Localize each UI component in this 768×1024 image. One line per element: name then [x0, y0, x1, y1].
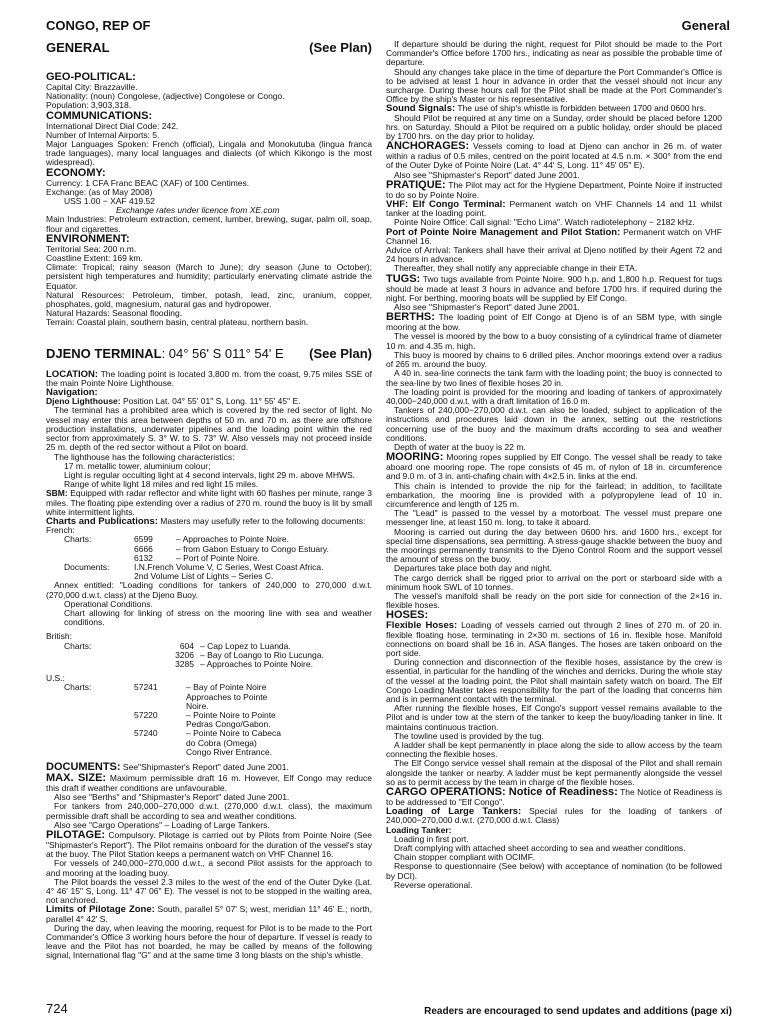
para: The vessel's manifold shall be ready on the port side for connection of the 2×16 in. flexible hoses.	[386, 590, 722, 611]
chart-row	[46, 729, 372, 757]
comm-heading: COMMUNICATIONS:	[46, 109, 153, 122]
british-label: British:	[46, 631, 72, 642]
para: Mooring is carried out during the day between 0600 hrs. and 1600 hrs., except for special time dispensations, sea permitting. A stress-gauge shackle between the buoy and the moorings permanently transmits to the Djeno Control Room and the support vessel the amount of stress on the buoy.	[386, 526, 722, 565]
chart-number: 57241	[134, 682, 158, 693]
chart-number: 6132	[134, 552, 153, 563]
us-label: U.S.:	[46, 673, 65, 684]
comm-line: Number of Internal Airports: 5.	[46, 129, 160, 140]
para: Tankers of 240,000−270,000 d.w.t. can also be loaded, subject to application of the instructions and procedures laid down in the annex, setting out the restrictions concerning use of the buoy and the maximum drafts according to sea and weather conditions.	[386, 405, 722, 443]
location-label: LOCATION:	[46, 368, 99, 380]
charts-key: Charts:	[64, 640, 92, 651]
chart-title: – Bay of Loango to Rio Lucunga.	[200, 649, 324, 660]
chart-number: 6599	[134, 534, 153, 545]
para: Chain stopper compliant with OCIMF.	[394, 852, 535, 863]
para: Reverse operational.	[394, 879, 473, 890]
nav-para: The terminal has a prohibited area which is covered by the red sector of light. No vessel may enter this area between depths of 50 m. and 70 m. as there are offshore production installations, underwater pipelines and the loading point within the red sector from approximately S. 3° W. to S. 73° W. Also vessels may not proceed inside 25 m. depth of the red sector without a Pilot on board.	[46, 405, 372, 453]
sound-label: Sound Signals:	[386, 103, 456, 115]
para: The vessel is moored by the bow to a buoy consisting of a cylindrical frame of diameter 10 m. and 4.35 m. high.	[386, 331, 722, 351]
env-line: Coastline Extent: 169 km.	[46, 253, 143, 264]
para: The "Lead" is passed to the vessel by a motorboat. The vessel must prepare one messenger line, at least 150 m. long, to take it aboard.	[386, 508, 722, 528]
para: Response to questionnaire (See below) with acceptance of nomination (to be followed by DCI).	[386, 861, 722, 881]
geo-heading: GEO-POLITICAL:	[46, 71, 136, 83]
limits-para: During the day, when leaving the mooring, request for Pilot is to be made to the Port Commander's Office 3 working hours before the hour of departure. If vessel is ready to leave and the Pilot has not boarded, he may be called by means of the following signal, International flag "G" and at the same time 3 long blasts on the ship's whistle.	[46, 922, 372, 961]
nav-para: The lighthouse has the following characteristics:	[54, 451, 235, 462]
document-title: 2nd Volume List of Lights – Series C.	[134, 571, 274, 582]
right-column	[386, 40, 722, 890]
nav-list-item: Light is regular occulting light at 4 second intervals, light 29 m. above MHWS.	[64, 469, 356, 480]
berths-label: BERTHS:	[386, 311, 435, 324]
para: The loading point is provided for the mooring and loading of tankers of approximately 40,000−240,000 d.w.t. with a draft limitation of 16.0 m.	[386, 386, 722, 406]
flex-label: Flexible Hoses:	[386, 620, 458, 632]
general-heading	[46, 40, 372, 56]
econ-line: Currency: 1 CFA Franc BEAC (XAF) of 100 Centimes.	[46, 177, 250, 188]
para: After running the flexible hoses, Elf Congo's support vessel remains available to the Pilot and is under tow at the stern of the tanker to keep the buoy/loading tanker in line. It maintains continuous traction.	[386, 703, 722, 732]
anchorages-para	[386, 141, 722, 170]
para: Departures take place both day and night.	[394, 563, 552, 574]
para: During connection and disconnection of the flexible hoses, assistance by the crew is essential, in particular for the handling of the winches and derricks. During the whole stay of the vessel at the loading point, the Pilot shall maintain safety watch on board. The Elf Congo Loading Master takes responsibility for the part of the loading that concerns him and is in permanent contact with the terminal.	[386, 657, 722, 704]
navigation-heading: Navigation:	[46, 387, 98, 399]
vhf-label: VHF: Elf Congo Terminal:	[386, 199, 506, 211]
port-text: Permanent watch on VHF Channel 16.	[386, 226, 722, 246]
comm-line: Major Languages Spoken: French (official), Lingala and Monokutuba (lingua franca trade languages), many local languages and dialects (of which Kikongo is the most widespread).	[46, 139, 372, 168]
para: Depth of water at the buoy is 22 m.	[394, 441, 526, 452]
see-plan-label: (See Plan)	[309, 345, 372, 361]
limits-label: Limits of Pilotage Zone:	[46, 904, 155, 916]
env-line: Territorial Sea: 200 n.m.	[46, 243, 137, 254]
pratique-label: PRATIQUE:	[386, 178, 446, 191]
chart-title: – Port of Pointe Noire.	[176, 552, 260, 563]
documents-label: DOCUMENTS:	[46, 761, 121, 773]
see-plan-label: (See Plan)	[309, 40, 372, 55]
nav-list-item: Range of white light 18 miles and red light 15 miles.	[64, 479, 259, 490]
chart-row	[46, 711, 372, 729]
tugs-para	[386, 274, 722, 303]
lighthouse-text: Position Lat. 04° 55' 01" S, Long. 11° 55' 45" E.	[120, 396, 301, 407]
para: Pointe Noire Office: Call signal: "Echo Lima". Watch radiotelephony − 2182 kHz.	[394, 217, 695, 228]
econ-industries: Main Industries: Petroleum extraction, cement, lumber, brewing, sugar, palm oil, soap, flour and cigarettes.	[46, 214, 372, 234]
chart-row	[46, 683, 372, 711]
mooring-label: MOORING:	[386, 451, 444, 464]
charts-label: Charts and Publications:	[46, 515, 158, 527]
para: The cargo derrick shall be rigged prior to arrival on the port or starboard side with a minimum hook SWL of 10 tonnes.	[386, 572, 722, 592]
tugs-label: TUGS:	[386, 272, 421, 285]
chart-title: – from Gabon Estuary to Congo Estuary.	[176, 543, 329, 554]
lighthouse-label: Djeno Lighthouse:	[46, 396, 121, 407]
para: Advice of Arrival: Tankers shall have their arrival at Djeno notified by their Agent 72 and 24 hours in advance.	[386, 245, 722, 265]
env-heading: ENVIRONMENT:	[46, 232, 130, 245]
geo-line: Capital City: Brazzaville.	[46, 82, 138, 92]
djeno-heading	[46, 346, 372, 362]
location-text: The loading point is located 3,800 m. from the coast, 9.75 miles SSE of the main Pointe Noire Lighthouse.	[46, 368, 372, 388]
pilotage-para: The Pilot boards the vessel 2.3 miles to the west of the end of the Outer Dyke (Lat. 4° 46' 15" S, Long. 11° 47' 06" E). The vessel is not to be stopped in the waiting area, not anchored.	[46, 876, 372, 906]
running-header-left: CONGO, REP OF	[46, 18, 151, 33]
djeno-title: DJENO TERMINAL	[46, 345, 162, 361]
annex-para: Annex entitled: "Loading conditions for tankers of 240,000 to 270,000 d.w.t. (270,000 d.w.t. class) at the Djeno Buoy.	[46, 580, 372, 600]
limits-text: South, parallel 5° 07' S; west, meridian 11° 46' E.; north, parallel 4° 42' S.	[46, 904, 372, 924]
env-line: Climate: Tropical; rainy season (March to June); dry season (June to October); persistent high temperatures and humidity; particularly enervating climate astride the Equator.	[46, 262, 372, 291]
econ-line: Exchange: (as of May 2008)	[46, 186, 153, 197]
chart-number: 3206	[175, 649, 194, 660]
vhf-para	[386, 200, 722, 218]
pilotage-text: Compulsory. Pilotage is carried out by Pilots from Pointe Noire (See "Shipmaster's Report"). The Pilot remains onboard for the duration of the vessel's stay at the buoy. The Pilot Station keeps a permanent watch on VHF Channel 16.	[46, 830, 372, 860]
para: Also see "Shipmaster's Report" dated June 2001.	[394, 169, 580, 180]
document-title: I.N.French Volume V, C Series, West Coast Africa.	[134, 561, 324, 572]
cargo-para	[386, 787, 722, 807]
pratique-text: The Pilot may act for the Hygiene Department, Pointe Noire if instructed to do so by Pointe Noire.	[386, 179, 722, 200]
pilotage-label: PILOTAGE:	[46, 829, 106, 842]
djeno-coords: : 04° 56' S 011° 54' E	[161, 345, 284, 361]
chart-title: – Approaches to Pointe Noire.	[200, 658, 313, 669]
chart-title: – Cap Lopez to Luanda.	[200, 640, 291, 651]
geo-line: Nationality: (noun) Congolese, (adjective) Congolese or Congo.	[46, 91, 285, 102]
para: The Elf Congo service vessel shall remain at the disposal of the Pilot and shall remain alongside the tanker or nearby. A ladder must be kept permanently alongside the vessel so as to permit access by the team in charge of the flexible hoses.	[386, 758, 722, 787]
large-label: Loading of Large Tankers:	[386, 806, 522, 818]
limits-para	[46, 905, 372, 923]
para: If departure should be during the night, request for Pilot should be made to the Port Commander's Office before 1700 hrs., indicating as near as possible the probable time of departure.	[386, 39, 722, 68]
mooring-text: Mooring ropes supplied by Elf Congo. The vessel shall be ready to take aboard one mooring rope. The rope consists of 45 m. of nylon of 18 in. circumference and 9.0 m. of 3 in. anti-chafing chain with 4×2.5 in. links at the end.	[386, 452, 722, 482]
port-label: Port of Pointe Noire Management and Pilot Station:	[386, 226, 621, 238]
hoses-heading: HOSES:	[386, 609, 429, 622]
chart-number: 6666	[134, 543, 153, 554]
documents-text: See"Shipmaster's Report" dated June 2001.	[120, 762, 289, 772]
footer-note: Readers are encouraged to send updates and additions (page xi)	[424, 1006, 732, 1017]
env-line: Natural Resources: Petroleum, timber, potash, lead, zinc, uranium, copper, phosphates, gold, magnesium, natural gas and hydropower.	[46, 289, 372, 310]
maxsize-para	[46, 773, 372, 793]
large-text: Special rules for the loading of tankers of 240,000−270,000 d.w.t. (270,000 d.w.t. Class)	[386, 806, 722, 826]
maxsize-text: Maximum permissible draft 16 m. However, Elf Congo may reduce this draft if weather conditions are unfavourable.	[46, 773, 373, 793]
para: A 40 in. sea-line connects the tank farm with the loading point; the buoy is connected to the sea-line by two lines of flexible hoses 20 in.	[386, 368, 722, 388]
sound-text: The use of ship's whistle is forbidden between 1700 and 0600 hrs.	[455, 103, 707, 114]
para: This buoy is moored by chains to 6 drilled piles. Anchor moorings extend over a radius of 265 m. around the buoy.	[386, 349, 722, 370]
chart-number: 3285	[175, 658, 194, 669]
chart-title: – Pointe Noire to Cabeca do Cobra (Omega) Congo River Entrance.	[186, 728, 281, 757]
flex-para	[386, 621, 722, 658]
french-label: French:	[46, 525, 75, 536]
port-para	[386, 228, 722, 246]
page-number: 724	[46, 1001, 68, 1016]
maxsize-para: Also see "Berths" and "Shipmaster's Report" dated June 2001.	[54, 792, 290, 803]
tugs-text: Two tugs available from Pointe Noire. 900 h.p. and 1,800 h.p. Request for tugs should be made at least 3 hours in advance and before 1700 hrs. if required during the night. For berthing, mooring boats will be supplied by Elf Congo.	[386, 273, 722, 303]
env-line: Terrain: Coastal plain, southern basin, central plateau, northern basin.	[46, 317, 309, 328]
charts-key: Charts:	[64, 682, 92, 693]
para: Loading in first port.	[394, 833, 469, 844]
chart-number: 57240	[134, 728, 158, 739]
geo-line: Population: 3,903,318.	[46, 100, 132, 111]
large-para	[386, 807, 722, 825]
location-para	[46, 370, 372, 388]
chart-title: – Approaches to Pointe Noire.	[176, 534, 289, 545]
charts-key: Charts:	[64, 534, 92, 545]
mooring-para	[386, 452, 722, 481]
anchorages-text: Vessels coming to load at Djeno can anchor in 26 m. of water within a radius of 0.5 miles, centred on the point located at 4.5 n.m. × 300° from the end of the Outer Dyke of Pointe Noire (Lat. 4° 44' S, Long. 11° 45' 05" E).	[386, 141, 722, 171]
annex-item: Chart allowing for linking of stress on the mooring line with sea and weather conditions.	[64, 607, 372, 628]
exchange-rate: USS 1.00 − XAF 419.52	[64, 196, 155, 207]
econ-heading: ECONOMY:	[46, 166, 106, 179]
berths-para	[386, 312, 722, 332]
berths-text: The loading point of Elf Congo at Djeno is of an SBM type, with single mooring at the bow.	[386, 312, 722, 333]
sbm-text: Equipped with radar reflector and white light with 60 flashes per minute, range 3 miles. The floating pipe extending over a radius of 270 m. round the buoy is lit by small white intermittent lights.	[46, 488, 372, 517]
exchange-note: Exchange rates under licence from XE.com	[116, 205, 280, 216]
para: Should Pilot be required at any time on a Sunday, order should be placed before 1200 hrs. on Saturday. Should a Pilot be required on a public holiday, order should be placed by 1700 hrs. on the day prior to holiday.	[386, 112, 722, 142]
para: Also see "Shipmaster's Report" dated June 2001.	[394, 302, 580, 313]
documents-key: Documents:	[64, 561, 110, 572]
flex-text: Loading of vessels carried out through 2 lines of 270 m. of 20 in. flexible floating hose, terminating in 2×30 m. sections of 16 in. flexible hose. Manifold connections on board shall be 16 in. ASA flanges. The hoses are taken onboard on the port side.	[386, 620, 722, 658]
sbm-para	[46, 489, 372, 517]
para: The towline used is provided by the tug.	[394, 730, 544, 741]
para: Thereafter, they shall notify any appreciable change in their ETA.	[394, 263, 638, 274]
nav-list-item: 17 m. metallic tower, aluminium colour;	[64, 460, 211, 471]
sbm-label: SBM:	[46, 488, 68, 499]
pilotage-para	[46, 830, 372, 859]
general-title: GENERAL	[46, 40, 110, 55]
para: This chain is intended to provide the nip for the fairlead; in addition, to facilitate embarkation, the mooring line is provided with a polypropylene lead of 10 in. circumference and length of 125 m.	[386, 480, 722, 509]
chart-number: 604	[179, 640, 194, 651]
cargo-text: The Notice of Readiness is to be addressed to "Elf Congo".	[386, 787, 722, 808]
para: Draft complying with attached sheet according to sea and weather conditions.	[394, 843, 686, 854]
loading-tanker-heading: Loading Tanker:	[386, 824, 452, 835]
chart-row	[46, 660, 372, 669]
pilotage-para: For vessels of 240,000−270,000 d.w.t., a second Pilot assists for the approach to and mooring at the loading buoy.	[46, 858, 372, 878]
cargo-label: CARGO OPERATIONS: Notice of Readiness:	[386, 786, 618, 799]
comm-line: International Direct Dial Code: 242.	[46, 120, 179, 131]
chart-number: 57220	[134, 709, 158, 720]
chart-title: – Pointe Noire to Pointe Pedras Congo/Gabon.	[186, 709, 276, 730]
maxsize-para: For tankers from 240,000−270,000 d.w.t. (270,000 d.w.t. class), the maximum permissible draft shall be according to sea and weather conditions.	[46, 801, 372, 821]
annex-item: Operational Conditions.	[64, 598, 153, 609]
chart-title: – Bay of Pointe Noire Approaches to Pointe Noire.	[186, 682, 268, 711]
pratique-para	[386, 180, 722, 200]
para: Should any changes take place in the time of departure the Port Commander's Office is to be advised at least 1 hour in advance in order that the vessel should not incur any surcharge. During these hours call for the Pilot shall be made at the Port Commander's Office by the ship's Master or his representative.	[386, 66, 722, 105]
vhf-text: Permanent watch on VHF Channels 14 and 11 whilst tanker at the loading point.	[386, 199, 722, 219]
left-column	[46, 40, 372, 961]
env-line: Natural Hazards: Seasonal flooding.	[46, 308, 183, 319]
running-header-right: General	[681, 18, 730, 33]
anchorages-label: ANCHORAGES:	[386, 140, 470, 153]
charts-intro: Masters may usefully refer to the following documents:	[157, 515, 366, 526]
para: A ladder shall be kept permanently in place along the side to allow access by the team connecting the flexible hoses.	[386, 740, 722, 760]
maxsize-label: MAX. SIZE:	[46, 772, 107, 784]
charts-para	[46, 517, 372, 526]
maxsize-para: Also see "Cargo Operations" – Loading of Large Tankers.	[54, 819, 270, 830]
